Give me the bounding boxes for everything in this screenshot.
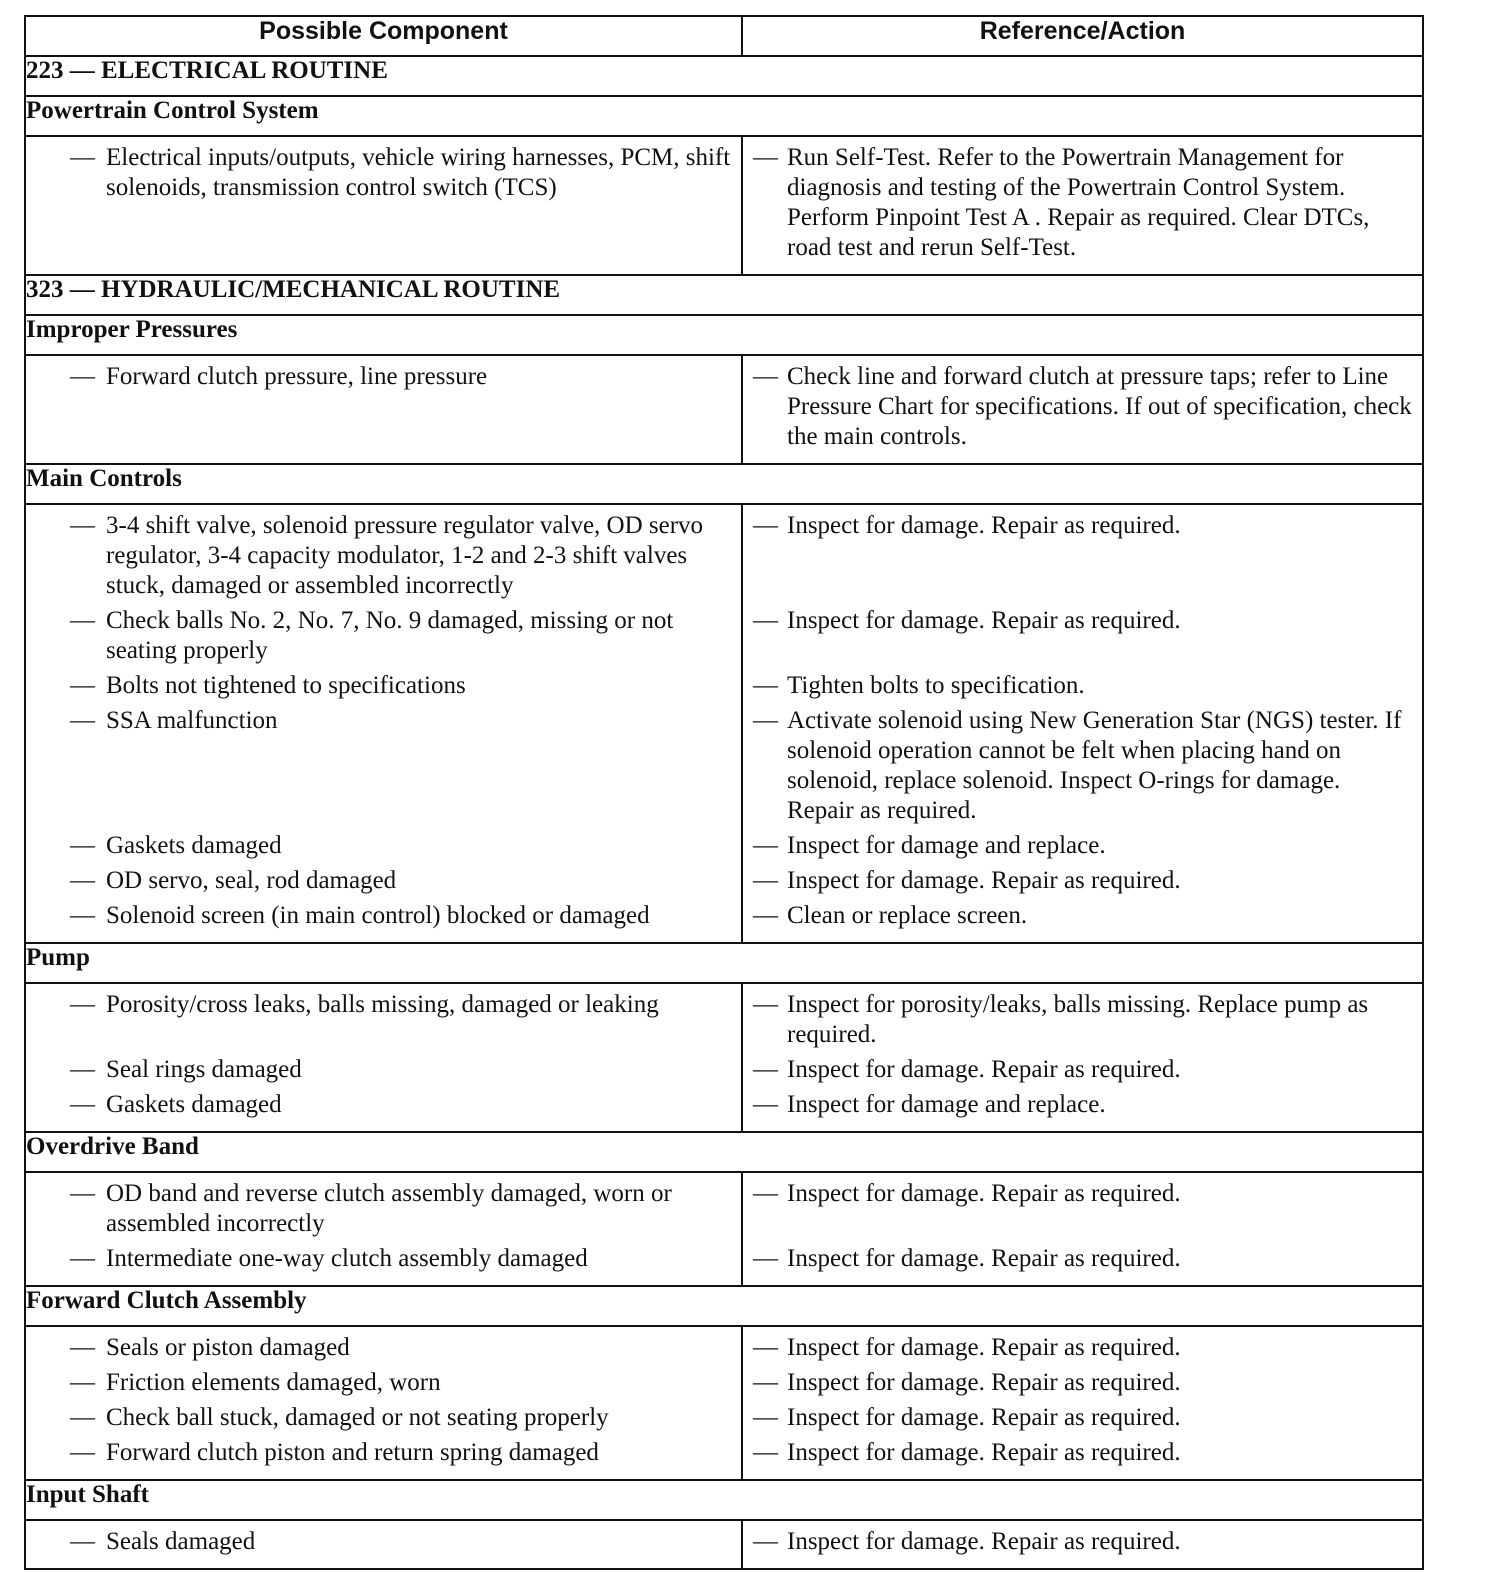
item-row [25,1520,1423,1569]
action-text: Inspect for damage. Repair as required. [787,607,1181,634]
action-item [743,1438,1422,1468]
action-line [743,1403,1422,1433]
group-title: Forward Clutch Assembly [25,1286,1423,1326]
em-dash: — [70,672,95,699]
action-text: Inspect for damage and replace. [787,832,1106,859]
group-title: Main Controls [25,464,1423,504]
em-dash: — [70,607,95,634]
action-line [743,706,1422,826]
item-row [25,136,1423,275]
action-line [743,143,1422,263]
em-dash: — [753,1245,778,1272]
component-line [26,901,741,931]
em-dash: — [70,1528,95,1555]
component-text: Friction elements damaged, worn [106,1369,441,1396]
component-text: Check ball stuck, damaged or not seating properly [106,1404,609,1431]
action-line [743,866,1422,896]
action-text: Run Self-Test. Refer to the Powertrain Management for diagnosis and testing of the Powertrain Control System. Perform Pinpoint Test A . Repair as required. Clear DTCs, road test and rerun Self-Test. [787,144,1370,261]
em-dash: — [70,867,95,894]
action-cell [742,355,1423,464]
action-text: Inspect for damage. Repair as required. [787,1528,1181,1555]
component-line [26,1333,741,1363]
component-text: Gaskets damaged [106,832,282,859]
component-text: Check balls No. 2, No. 7, No. 9 damaged, missing or not seating properly [106,607,674,664]
component-text: Gaskets damaged [106,1091,282,1118]
action-list [743,984,1422,1131]
action-text: Inspect for damage. Repair as required. [787,512,1181,539]
group-title: Pump [25,943,1423,983]
component-line [26,671,741,701]
item-row [25,1326,1423,1480]
component-list [26,1521,741,1568]
group-title: Powertrain Control System [25,96,1423,136]
component-line [26,1527,741,1557]
component-text: Porosity/cross leaks, balls missing, damaged or leaking [106,991,659,1018]
em-dash: — [70,1404,95,1431]
component-line [26,1403,741,1433]
action-text: Inspect for damage. Repair as required. [787,1334,1181,1361]
group-row [25,1132,1423,1172]
action-item [743,1179,1422,1239]
em-dash: — [70,1439,95,1466]
component-item [26,990,741,1050]
component-line [26,1244,741,1274]
action-text: Activate solenoid using New Generation Star (NGS) tester. If solenoid operation cannot be felt when placing hand on solenoid, replace solenoid. Inspect O-rings for damage. Repair as required. [787,707,1402,824]
component-item [26,143,741,263]
action-item [743,1333,1422,1363]
action-item [743,606,1422,666]
component-line [26,1090,741,1120]
em-dash: — [753,672,778,699]
action-cell [742,136,1423,275]
group-row [25,315,1423,355]
component-cell [25,355,742,464]
em-dash: — [70,832,95,859]
action-item [743,671,1422,701]
component-cell [25,504,742,943]
em-dash: — [753,1404,778,1431]
component-list [26,505,741,942]
action-item [743,511,1422,601]
action-item [743,706,1422,826]
action-text: Inspect for damage and replace. [787,1091,1106,1118]
action-cell [742,1172,1423,1286]
action-text: Inspect for damage. Repair as required. [787,867,1181,894]
action-line [743,671,1422,701]
em-dash: — [70,1180,95,1207]
component-line [26,606,741,666]
action-line [743,1527,1422,1557]
em-dash: — [753,1180,778,1207]
em-dash: — [753,832,778,859]
action-line [743,1244,1422,1274]
em-dash: — [70,991,95,1018]
component-list [26,137,741,274]
action-line [743,1090,1422,1120]
action-cell [742,1326,1423,1480]
em-dash: — [70,1334,95,1361]
component-item [26,1527,741,1557]
component-text: SSA malfunction [106,707,278,734]
action-list [743,1173,1422,1285]
component-text: OD band and reverse clutch assembly damaged, worn or assembled incorrectly [106,1180,672,1237]
group-row [25,464,1423,504]
action-item [743,1403,1422,1433]
action-text: Check line and forward clutch at pressure taps; refer to Line Pressure Chart for specifications. If out of specification, check the main controls. [787,363,1412,450]
component-item [26,1368,741,1398]
component-cell [25,1326,742,1480]
action-item [743,831,1422,861]
em-dash: — [753,144,778,171]
action-line [743,1438,1422,1468]
component-list [26,1327,741,1479]
action-cell [742,1520,1423,1569]
em-dash: — [753,607,778,634]
component-text: Intermediate one-way clutch assembly damaged [106,1245,588,1272]
action-item [743,1244,1422,1274]
action-item [743,1368,1422,1398]
component-item [26,1090,741,1120]
action-line [743,362,1422,452]
em-dash: — [753,1528,778,1555]
em-dash: — [70,902,95,929]
action-item [743,1527,1422,1557]
component-line [26,831,741,861]
action-line [743,606,1422,636]
action-list [743,505,1422,942]
em-dash: — [70,1245,95,1272]
routine-title: 323 — HYDRAULIC/MECHANICAL ROUTINE [25,275,1423,315]
action-line [743,831,1422,861]
component-cell [25,1172,742,1286]
em-dash: — [753,363,778,390]
action-cell [742,983,1423,1132]
routine-title: 223 — ELECTRICAL ROUTINE [25,56,1423,96]
component-text: Forward clutch piston and return spring damaged [106,1439,599,1466]
component-item [26,1179,741,1239]
action-item [743,990,1422,1050]
action-list [743,1327,1422,1479]
component-item [26,1055,741,1085]
component-item [26,511,741,601]
action-item [743,362,1422,452]
action-text: Inspect for damage. Repair as required. [787,1180,1181,1207]
em-dash: — [753,1334,778,1361]
action-item [743,1055,1422,1085]
component-line [26,1055,741,1085]
component-item [26,1403,741,1433]
action-text: Tighten bolts to specification. [787,672,1085,699]
header-reference-action: Reference/Action [742,16,1423,56]
component-line [26,362,741,392]
component-line [26,143,741,203]
em-dash: — [753,867,778,894]
component-item [26,706,741,826]
component-list [26,356,741,463]
action-list [743,356,1422,463]
routine-row [25,275,1423,315]
em-dash: — [70,707,95,734]
item-row [25,983,1423,1132]
action-text: Inspect for damage. Repair as required. [787,1369,1181,1396]
group-row [25,96,1423,136]
em-dash: — [753,1369,778,1396]
component-text: Electrical inputs/outputs, vehicle wiring harnesses, PCM, shift solenoids, transmission control switch (TCS) [106,144,731,201]
em-dash: — [70,1091,95,1118]
component-item [26,831,741,861]
group-row [25,1480,1423,1520]
component-line [26,1438,741,1468]
item-row [25,1172,1423,1286]
action-list [743,1521,1422,1568]
header-possible-component: Possible Component [25,16,742,56]
action-cell [742,504,1423,943]
em-dash: — [70,1056,95,1083]
action-list [743,137,1422,274]
action-line [743,1055,1422,1085]
group-title: Improper Pressures [25,315,1423,355]
component-text: Bolts not tightened to specifications [106,672,466,699]
component-item [26,606,741,666]
component-text: Forward clutch pressure, line pressure [106,363,488,390]
component-cell [25,983,742,1132]
component-text: Seals damaged [106,1528,256,1555]
group-row [25,1286,1423,1326]
action-text: Clean or replace screen. [787,902,1028,929]
action-item [743,1090,1422,1120]
component-item [26,1438,741,1468]
component-line [26,706,741,736]
group-title: Overdrive Band [25,1132,1423,1172]
component-list [26,1173,741,1285]
component-text: OD servo, seal, rod damaged [106,867,397,894]
action-text: Inspect for damage. Repair as required. [787,1439,1181,1466]
action-line [743,990,1422,1050]
component-text: 3-4 shift valve, solenoid pressure regulator valve, OD servo regulator, 3-4 capacity modulator, 1-2 and 2-3 shift valves stuck, damaged or assembled incorrectly [106,512,704,599]
action-line [743,1179,1422,1209]
component-line [26,1179,741,1239]
em-dash: — [753,991,778,1018]
component-item [26,671,741,701]
table-body [25,56,1423,1569]
component-text: Solenoid screen (in main control) blocked or damaged [106,902,650,929]
action-text: Inspect for damage. Repair as required. [787,1245,1181,1272]
action-text: Inspect for porosity/leaks, balls missing. Replace pump as required. [787,991,1369,1048]
action-line [743,901,1422,931]
component-item [26,901,741,931]
item-row [25,504,1423,943]
action-line [743,1333,1422,1363]
component-line [26,511,741,601]
component-item [26,362,741,452]
routine-row [25,56,1423,96]
em-dash: — [753,1439,778,1466]
action-line [743,511,1422,541]
component-text: Seals or piston damaged [106,1334,350,1361]
component-item [26,866,741,896]
em-dash: — [70,512,95,539]
component-cell [25,1520,742,1569]
action-item [743,143,1422,263]
action-item [743,901,1422,931]
action-item [743,866,1422,896]
action-text: Inspect for damage. Repair as required. [787,1056,1181,1083]
table-header-row [25,16,1423,56]
component-item [26,1244,741,1274]
component-cell [25,136,742,275]
em-dash: — [70,144,95,171]
component-list [26,984,741,1131]
em-dash: — [753,512,778,539]
component-line [26,1368,741,1398]
em-dash: — [753,1056,778,1083]
group-row [25,943,1423,983]
component-line [26,866,741,896]
em-dash: — [70,363,95,390]
action-line [743,1368,1422,1398]
component-item [26,1333,741,1363]
diagnosis-table [24,15,1424,1570]
em-dash: — [753,1091,778,1118]
component-text: Seal rings damaged [106,1056,302,1083]
item-row [25,355,1423,464]
action-text: Inspect for damage. Repair as required. [787,1404,1181,1431]
em-dash: — [70,1369,95,1396]
em-dash: — [753,902,778,929]
group-title: Input Shaft [25,1480,1423,1520]
component-line [26,990,741,1020]
em-dash: — [753,707,778,734]
